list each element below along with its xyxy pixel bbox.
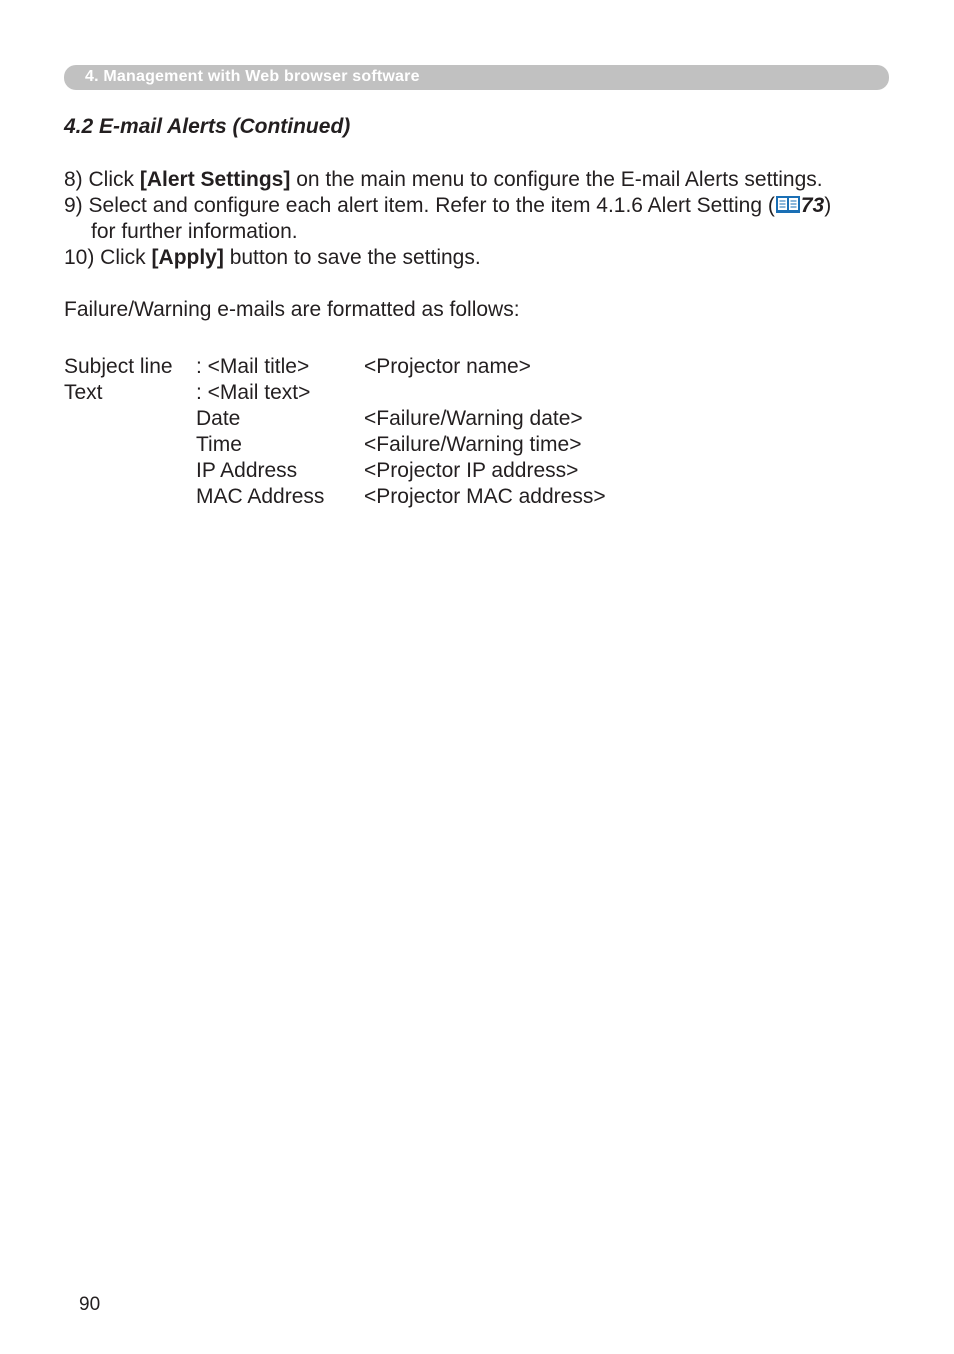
reference-page-link[interactable]: 73 <box>800 194 825 217</box>
format-row-value: <Projector MAC address> <box>364 485 606 508</box>
step-9 <box>64 193 831 221</box>
text-label: Text <box>64 381 103 404</box>
format-row-value: <Failure/Warning time> <box>364 433 582 456</box>
page-number: 90 <box>79 1294 101 1315</box>
section-title: 4.2 E-mail Alerts (Continued) <box>64 115 351 138</box>
step-8-prefix: 8) Click <box>64 168 140 191</box>
apply-label: [Apply] <box>151 246 224 269</box>
subject-line-label: Subject line <box>64 355 173 378</box>
step-8-suffix: on the main menu to configure the E-mail Alerts settings. <box>290 168 823 191</box>
mail-title-field: : <Mail title> <box>196 355 310 378</box>
alert-settings-label: [Alert Settings] <box>139 168 291 191</box>
format-row-field: IP Address <box>196 459 298 482</box>
projector-name-value: <Projector name> <box>364 355 531 378</box>
book-reference-icon <box>776 195 800 221</box>
format-row-field: MAC Address <box>196 485 325 508</box>
format-row-field: Date <box>196 407 241 430</box>
step-9-prefix: 9) Select and configure each alert item. Refer to the item 4.1.6 Alert Setting ( <box>64 194 775 217</box>
format-row-field: Time <box>196 433 242 456</box>
format-row-value: <Projector IP address> <box>364 459 579 482</box>
step-8 <box>64 167 823 193</box>
step-10-suffix: button to save the settings. <box>223 246 481 269</box>
format-intro: Failure/Warning e-mails are formatted as follows: <box>64 298 520 321</box>
format-row-value: <Failure/Warning date> <box>364 407 583 430</box>
step-9-continuation: for further information. <box>91 220 298 243</box>
section-header-bar <box>64 65 889 90</box>
step-9-suffix: ) <box>824 194 832 217</box>
section-header-title: 4. Management with Web browser software <box>85 68 420 85</box>
mail-text-field: : <Mail text> <box>196 381 311 404</box>
step-10 <box>64 245 481 271</box>
step-10-prefix: 10) Click <box>64 246 152 269</box>
